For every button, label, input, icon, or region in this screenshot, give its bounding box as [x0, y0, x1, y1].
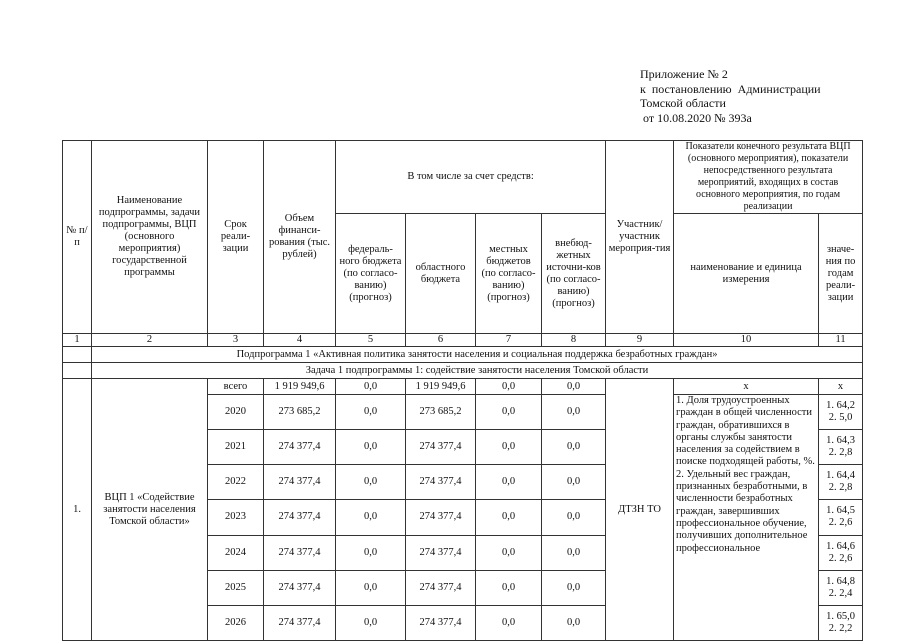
volume-cell: 274 377,4 [264, 535, 336, 570]
col-number: 8 [542, 334, 606, 347]
volume-cell: 274 377,4 [264, 465, 336, 500]
appendix-line-1: Приложение № 2 [640, 67, 728, 81]
extra-cell: 0,0 [542, 395, 606, 430]
header-row-1 [63, 141, 863, 214]
local-cell: 0,0 [476, 465, 542, 500]
volume-cell: 274 377,4 [264, 570, 336, 605]
term-cell: 2025 [208, 570, 264, 605]
value-2: 2. 2,8 [828, 482, 853, 494]
local-cell: 0,0 [476, 570, 542, 605]
indicator-x-11: х [819, 379, 863, 395]
term-cell: 2020 [208, 395, 264, 430]
column-number-row [63, 334, 863, 347]
regional-cell: 273 685,2 [406, 395, 476, 430]
regional-cell: 274 377,4 [406, 465, 476, 500]
header-participant: Участник/ участник мероприя-тия [606, 141, 674, 334]
extra-cell: 0,0 [542, 465, 606, 500]
local-cell: 0,0 [476, 535, 542, 570]
volume-cell: 1 919 949,6 [264, 379, 336, 395]
indicator-values [819, 465, 863, 500]
header-volume: Объем финанси-рования (тыс. рублей) [264, 141, 336, 334]
value-1: 1. 64,4 [826, 470, 855, 482]
appendix-line-4: от 10.08.2020 № 393а [640, 110, 752, 125]
vcp-participant: ДТЗН ТО [606, 379, 674, 641]
subprogram-empty-cell [63, 347, 92, 363]
indicator-values [819, 535, 863, 570]
volume-cell: 274 377,4 [264, 500, 336, 535]
task-empty-cell [63, 363, 92, 379]
header-ind-value: значе-ния по годам реали-зации [819, 214, 863, 334]
indicator-values [819, 570, 863, 605]
federal-cell: 0,0 [336, 570, 406, 605]
federal-cell: 0,0 [336, 500, 406, 535]
value-2: 2. 2,6 [828, 552, 853, 564]
header-term: Срок реали-зации [208, 141, 264, 334]
local-cell: 0,0 [476, 379, 542, 395]
value-1: 1. 65,0 [826, 610, 855, 622]
federal-cell: 0,0 [336, 605, 406, 640]
appendix-line-3: Томской области [640, 96, 726, 110]
extra-cell: 0,0 [542, 379, 606, 395]
federal-cell: 0,0 [336, 379, 406, 395]
regional-cell: 1 919 949,6 [406, 379, 476, 395]
indicator-values [819, 430, 863, 465]
extra-cell: 0,0 [542, 500, 606, 535]
value-2: 2. 2,4 [828, 587, 853, 599]
value-1: 1. 64,6 [826, 540, 855, 552]
col-number: 5 [336, 334, 406, 347]
volume-cell: 273 685,2 [264, 395, 336, 430]
value-2: 2. 2,6 [828, 517, 853, 529]
local-cell: 0,0 [476, 605, 542, 640]
federal-cell: 0,0 [336, 465, 406, 500]
regional-cell: 274 377,4 [406, 570, 476, 605]
value-1: 1. 64,8 [826, 575, 855, 587]
federal-cell: 0,0 [336, 535, 406, 570]
extra-cell: 0,0 [542, 430, 606, 465]
task-row [63, 363, 863, 379]
header-federal: федераль-ного бюджета (по согласо-ванию) (прогноз) [336, 214, 406, 334]
value-1: 1. 64,2 [826, 400, 855, 412]
regional-cell: 274 377,4 [406, 605, 476, 640]
appendix-header [640, 67, 821, 125]
term-cell: всего [208, 379, 264, 395]
local-cell: 0,0 [476, 395, 542, 430]
indicator-values [819, 500, 863, 535]
term-cell: 2026 [208, 605, 264, 640]
regional-cell: 274 377,4 [406, 535, 476, 570]
vcp-num: 1. [63, 379, 92, 641]
extra-cell: 0,0 [542, 570, 606, 605]
header-regional: областного бюджета [406, 214, 476, 334]
header-extra: внебюд-жетных источни-ков (по согласо-ванию) (прогноз) [542, 214, 606, 334]
indicator-values [819, 605, 863, 640]
col-number: 4 [264, 334, 336, 347]
value-2: 2. 2,2 [828, 622, 853, 634]
col-number: 3 [208, 334, 264, 347]
term-cell: 2021 [208, 430, 264, 465]
extra-cell: 0,0 [542, 605, 606, 640]
task-title: Задача 1 подпрограммы 1: содействие занятости населения Томской области [92, 363, 863, 379]
header-incl: В том числе за счет средств: [336, 141, 606, 214]
regional-cell: 274 377,4 [406, 430, 476, 465]
col-number: 6 [406, 334, 476, 347]
indicator-values [819, 395, 863, 430]
appendix-line-2: к постановлению Администрации [640, 81, 821, 96]
extra-cell: 0,0 [542, 535, 606, 570]
subprogram-title: Подпрограмма 1 «Активная политика занятости населения и социальная поддержка безработных граждан» [92, 347, 863, 363]
subprogram-row [63, 347, 863, 363]
regional-cell: 274 377,4 [406, 500, 476, 535]
indicators-text: 1. Доля трудоустроенных граждан в общей численности граждан, обратившихся в органы службы занятости населения за содействием в поиске подходящей работы, %. 2. Удельный вес граждан, признанных безработными, в численности безработных граждан, завершивших профессиональное обучение, получивших дополнительное профессиональное [676, 395, 815, 554]
col-number: 1 [63, 334, 92, 347]
header-indicators: Показатели конечного результата ВЦП (основного мероприятия), показатели непосредственного результата мероприятий, входящих в состав основного мероприятия, по годам реализации [674, 141, 863, 214]
col-number: 7 [476, 334, 542, 347]
volume-cell: 274 377,4 [264, 605, 336, 640]
local-cell: 0,0 [476, 500, 542, 535]
col-number: 10 [674, 334, 819, 347]
indicators-description [674, 395, 819, 641]
value-2: 2. 2,8 [828, 447, 853, 459]
federal-cell: 0,0 [336, 430, 406, 465]
value-1: 1. 64,3 [826, 435, 855, 447]
volume-cell: 274 377,4 [264, 430, 336, 465]
federal-cell: 0,0 [336, 395, 406, 430]
value-2: 2. 5,0 [828, 412, 853, 424]
header-local: местных бюджетов (по согласо-ванию) (прогноз) [476, 214, 542, 334]
col-number: 9 [606, 334, 674, 347]
term-cell: 2023 [208, 500, 264, 535]
header-num: № п/п [63, 141, 92, 334]
term-cell: 2022 [208, 465, 264, 500]
term-cell: 2024 [208, 535, 264, 570]
program-table [62, 140, 863, 641]
col-number: 11 [819, 334, 863, 347]
local-cell: 0,0 [476, 430, 542, 465]
indicator-x-10: х [674, 379, 819, 395]
header-ind-name: наименование и единица измерения [674, 214, 819, 334]
col-number: 2 [92, 334, 208, 347]
table-row [63, 379, 863, 395]
vcp-name: ВЦП 1 «Содействие занятости населения Томской области» [92, 379, 208, 641]
header-name: Наименование подпрограммы, задачи подпрограммы, ВЦП (основного мероприятия) государственной программы [92, 141, 208, 334]
value-1: 1. 64,5 [826, 505, 855, 517]
